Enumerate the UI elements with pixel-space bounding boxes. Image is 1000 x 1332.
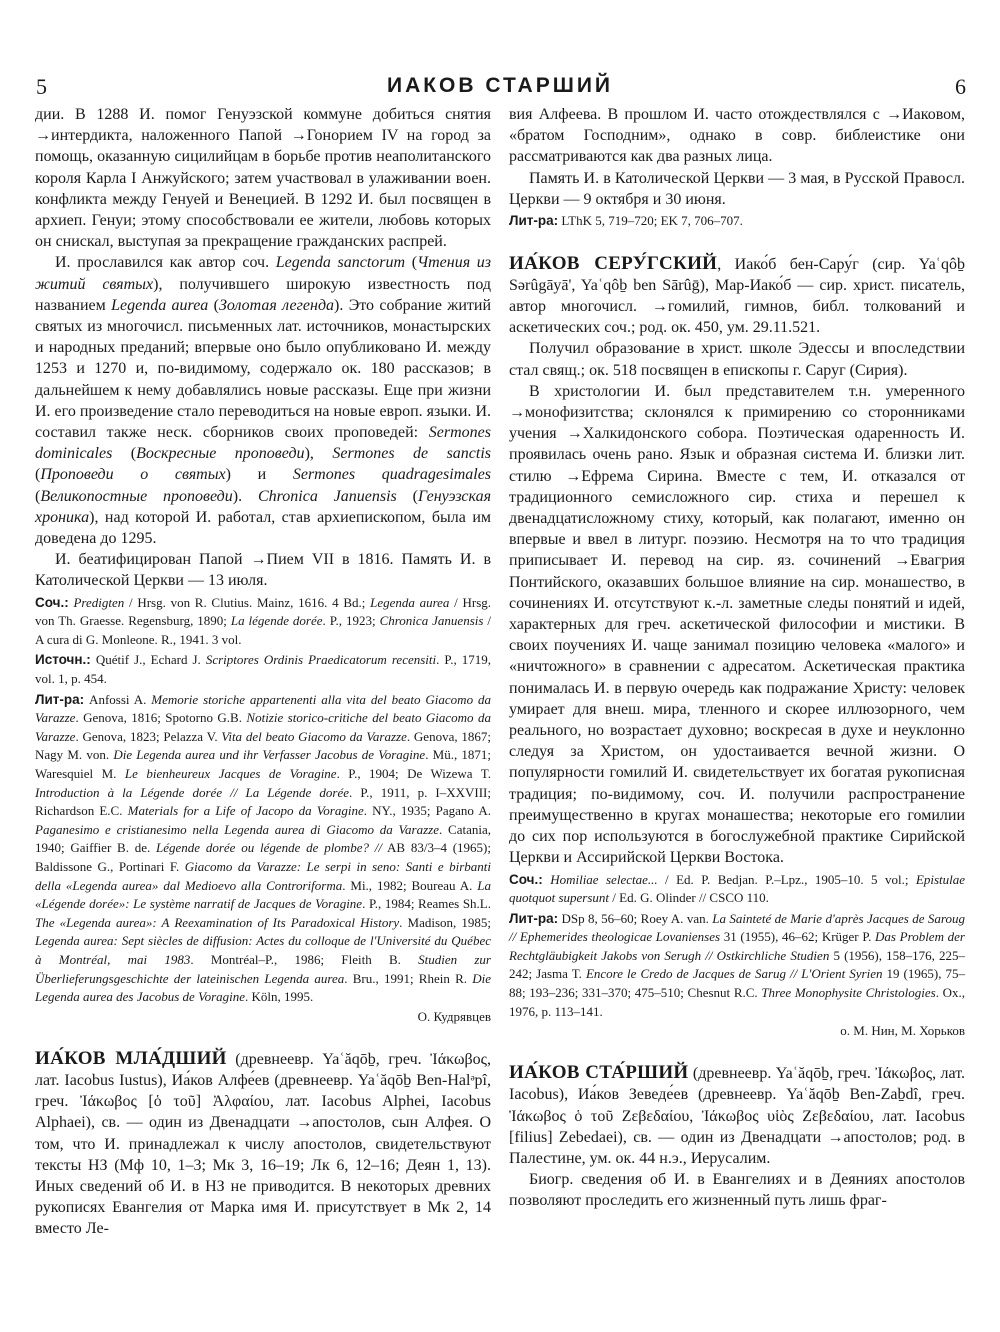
italic-title: La légende dorée — [230, 613, 323, 629]
text-run: Anfossi A. — [84, 691, 152, 707]
text-run: . Bru., 1991; Rhein R. — [344, 970, 473, 986]
entry-headword: ИА́КОВ СТА́РШИЙ — [509, 1062, 689, 1084]
text-run: (древнеевр. Yaʿăqōḇ, греч. Ἰάκωβος, лат. Iacobus Iustus), Иа́ков Алфе́ев (древнеевр. Yaʿăqōḇ Ben-Halᵊpî, греч. Ἰάκωβος [ὁ τοῦ] Ἀλφαίου, лат. Iacobus Alphei, Iacobus Alphaei), св. — один из Двенадцати →апостолов, сын Алфея. О том, что И. принадлежал к числу апостолов, свидетельствуют тексты НЗ (Мф 10, 1–3; Мк 3, 16–19; Лк 6, 12–16; Деян 1, 13). Иных сведений об И. в НЗ не приводится. В некоторых древних рукописях Евангелия от Марка имя И. присутствует в Мк 2, 14 вместо Ле- — [35, 1050, 492, 1238]
encyclopedia-entry — [509, 1062, 965, 1169]
italic-title: Vita del beato Giacomo da Varazze — [221, 728, 407, 744]
italic-title: Die Legenda aurea des Jacobus de Voragine — [35, 970, 491, 1005]
italic-title: Чтения из житий святых — [35, 254, 492, 293]
entry-headword: ИА́КОВ СЕРУ́ГСКИЙ — [509, 252, 718, 274]
text-run: . Catania, 1940; Gaiffier B. de. — [35, 821, 491, 856]
italic-title: Homiliae selectae... — [550, 871, 658, 887]
italic-title: Encore le Credo de Jacques de Sarug // L'Orient Syrien — [585, 966, 883, 982]
italic-title: Die Legenda aurea und ihr Verfasser Jacobus de Voragine — [113, 747, 426, 763]
italic-title: Introduction à la Légende dorée // La Légende dorée — [35, 784, 350, 800]
text-run: (древнеевр. Yaʿăqōḇ, греч. Ἰάκωβος, лат. Iacobus), Иа́ков Зеведе́ев (древнеевр. Yaʿăqōḇ Ben-Zaḇdî, греч. Ἰάκωβος ὁ τοῦ Ζεβεδαίου, Ἰάκωβος υἱὸς Ζεβεδαίου, лат. Iacobus [filius] Zebedaei), св. — один из Двенадцати →апостолов; род. в Палестине, ум. ок. 44 н.э., Иерусалим. — [509, 1065, 965, 1168]
italic-title: Materials for a Life of Jacopo da Voragine — [127, 803, 364, 819]
right-column — [509, 104, 965, 1212]
text-run: 31 (1955), 46–62; Krüger P. — [720, 929, 876, 945]
text-run: В христологии И. был представителем т.н. умеренного →монофизитства; склонялся к примирению со сторонниками учения →Халкидонского собора. Поэтическая одаренность И. проявилась очень рано. Язык и образная система И. близки лит. стилю →Ефрема Сирина. Вместе с тем, И. отказался от традиционного семисложного сир. стиха и перешел к двенадцатисложному стиху, который, как полагают, именно он впервые и ввел в литург. поэзию. Несмотря на то что традиция приписывает И. перевод на сир. яз. сочинений →Евагрия Понтийского, оказавших большое влияние на сир. монашество, в сочинениях И. отсутствуют к.-л. заметные следы понятий и идей, характерных для греч. аскетической философии и мистики. В своих поучениях И. чаще занимал позицию человека «малого» и «ничтожного» в сравнении с адресатом. Аскетическая практика понималась И. в первую очередь как подражание Христу: человек умирает для внеш. мира, тленного и скорее иллюзорного, чем реального, но возрастает духовно; воскресая в духе и неуклонно следуя за Христом, он удостаивается вечной жизни. О популярности гомилий И. свидетельствует их богатая рукописная традиция; по-видимому, соч. И. получили распространение преимущественно в кругах монашества; некоторые его гомилии до сих пор используются в богослужебной практике Сирийской Церкви и Ассирийской Церкви Востока. — [509, 382, 965, 867]
italic-title: Legenda aurea — [370, 594, 450, 610]
bibliography-entry — [35, 594, 491, 650]
text-run: DSp 8, 56–60; Roey A. van. — [558, 910, 713, 926]
italic-title: Воскресные проповеди — [136, 445, 305, 463]
italic-title: La Sainteté de Marie d'après Jacques de Saroug // Ephemerides theologicae Lovanienses — [509, 910, 965, 945]
paragraph — [509, 168, 965, 210]
italic-title: Predigten — [73, 594, 125, 610]
encyclopedia-entry — [509, 253, 965, 339]
text-run: ), — [304, 445, 333, 463]
text-run: Память И. в Католической Церкви — 3 мая, в Русской Правосл. Церкви — 9 октября и 30 июня. — [509, 169, 965, 208]
text-run: О. Кудрявцев — [417, 1008, 491, 1024]
italic-title: Legenda aurea: Sept siècles de diffusion: Actes du colloque de l'Université du Québec à Montréal, mai 1983 — [35, 933, 491, 967]
section-label: Лит-ра: — [35, 691, 85, 707]
section-label: Лит-ра: — [509, 213, 559, 229]
text-run: . NY., 1935; Pagano A. — [363, 803, 492, 819]
italic-title: Notizie storico-critiche del beato Giacomo da Varazze — [35, 710, 491, 744]
paragraph — [35, 252, 491, 549]
text-run: ( — [396, 487, 418, 505]
text-run: вия Алфеева. В прошлом И. часто отождествлялся с →Иаковом, «братом Господним», однако в совр. библеистике они рассматриваются как два разных лица. — [509, 106, 965, 166]
italic-title: Epistulae quotquot supersunt — [509, 871, 966, 906]
italic-title: Studien zur Überlieferungsgeschichte der lateinischen Legenda aurea — [35, 951, 491, 986]
text-run: . Mi., 1982; Boureau A. — [342, 877, 478, 893]
italic-title: Золотая легенда — [218, 296, 335, 314]
encyclopedia-entry — [35, 1048, 491, 1240]
page-number-left: 5 — [36, 74, 47, 99]
paragraph — [35, 549, 491, 591]
entry-headword: ИА́КОВ МЛА́ДШИЙ — [35, 1047, 227, 1069]
italic-title: Le bienheureux Jacques de Voragine — [124, 766, 337, 782]
author-signature — [509, 1022, 965, 1040]
text-run: Получил образование в христ. школе Эдессы и впоследствии стал свящ.; ок. 518 посвящен в епископы г. Саруг (Сирия). — [509, 340, 965, 379]
text-run: . Genova, 1816; Spotorno G.B. — [75, 710, 247, 726]
text-run: ( — [112, 445, 137, 463]
section-label: Соч.: — [35, 594, 69, 610]
bibliography-entry — [509, 910, 965, 1022]
italic-title: Проповеди о святых — [40, 466, 226, 484]
italic-title: Scriptores Ordinis Praedicatorum recensiti — [205, 652, 437, 668]
italic-title: Das Problem der Rechtgläubigkeit Jakobs von Serugh // Ostkirchliche Studien — [509, 929, 965, 963]
section-label: Лит-ра: — [509, 910, 559, 926]
italic-title: Legenda aurea — [111, 296, 209, 314]
text-run: LThK 5, 719–720; EK 7, 706–707. — [558, 213, 743, 229]
italic-title: The «Legenda aurea»: A Reexamination of Its Paradoxical History — [35, 914, 400, 930]
text-run: / Ed. P. Bedjan. P.–Lpz., 1905–10. 5 vol.; — [657, 871, 916, 887]
section-label: Соч.: — [509, 871, 543, 887]
text-run: . P., 1719, vol. 1, p. 454. — [35, 652, 491, 687]
text-run: , Иако́б бен-Сару́г (сир. Yaʿqôḇ Sərûgāyā', Yaʿqôḇ ben Sārûḡ), Мар-Иако́б — сир. христ. писатель, автор многочисл. →гомилий, гимнов, библ. толкований и аскетических соч.; род. ок. 450, ум. 29.11.521. — [509, 255, 965, 337]
page-number-right: 6 — [955, 74, 966, 99]
text-run: о. М. Нин, М. Хорьков — [840, 1023, 965, 1039]
italic-title: La «Légende dorée»: Le système narratif de Jacques de Voragine — [35, 877, 491, 912]
text-run: . Genova, 1823; Pelazza V. — [75, 728, 222, 744]
text-run: ( — [35, 466, 41, 484]
text-run: AB 83/3–4 (1965); Baldissone G., Portinari F. — [35, 840, 491, 874]
text-run: / Hrsg. von R. Clutius. Mainz, 1616. 4 Bd.; — [124, 594, 371, 610]
author-signature — [35, 1008, 491, 1026]
italic-title: Sermones dominicales — [35, 424, 491, 463]
text-run: Quétif J., Echard J. — [90, 652, 206, 668]
paragraph-continued — [509, 104, 965, 168]
text-run: / Hrsg. von Th. Graesse. Regensburg, 1890; — [35, 594, 492, 629]
italic-title: Sermones quadragesimales — [292, 466, 492, 484]
text-run: ), получившего широкую известность под названием — [35, 275, 492, 314]
bibliography-entry — [509, 212, 965, 231]
paragraph — [509, 338, 965, 380]
paragraph-continued — [35, 104, 491, 252]
italic-title: Paganesimo e cristianesimo nella Legenda aurea di Giacomo da Varazze — [35, 821, 439, 837]
italic-title: Legenda sanctorum — [275, 254, 406, 272]
text-run: . Montréal–P., 1986; Fleith B. — [190, 951, 419, 967]
text-run: И. беатифицирован Папой →Пием VII в 1816. Память И. в Католической Церкви — 13 июля. — [35, 551, 491, 590]
text-run: / Ed. G. Olinder // CSCO 110. — [609, 890, 769, 906]
italic-title: Memorie storiche appartenenti alla vita del beato Giacomo da Varazze — [35, 691, 491, 726]
text-run: Биогр. сведения об И. в Евангелиях и в Деяниях апостолов позволяют проследить его жизненный путь лишь фраг- — [509, 1171, 965, 1210]
text-run: ), над которой И. работал, став архиепископом, была им доведена до 1295. — [35, 508, 491, 548]
text-run: . P., 1984; Reames Sh.L. — [362, 896, 491, 912]
running-header-title: ИАКОВ СТАРШИЙ — [386, 74, 614, 97]
paragraph — [509, 381, 965, 869]
text-run: . P., 1904; De Wizewa T. — [336, 766, 491, 782]
text-run: 19 (1965), 75–88; 193–236; 331–370; 475–510; Chesnut R.C. — [509, 966, 965, 1001]
text-run: . Ox., 1976, p. 113–141. — [509, 985, 965, 1019]
bibliography-entry — [35, 651, 491, 688]
text-run: ). — [232, 487, 258, 505]
text-run: / A cura di G. Monleone. R., 1941. 3 vol. — [35, 613, 491, 647]
italic-title: Генуэзская хроника — [35, 487, 492, 526]
italic-title: Sermones de sanctis — [332, 445, 492, 463]
italic-title: Великопостные проповеди — [40, 487, 233, 505]
text-run: 5 (1956), 158–176, 225–242; Jasma T. — [509, 947, 965, 982]
left-column — [35, 104, 491, 1240]
text-run: . Madison, 1985; — [399, 914, 491, 930]
text-run: ( — [35, 487, 41, 505]
text-run: . Genova, 1867; Nagy M. von. — [35, 728, 491, 763]
paragraph — [509, 1169, 965, 1211]
bibliography-entry — [35, 691, 491, 1007]
italic-title: Chronica Januensis — [379, 613, 484, 629]
italic-title: Chronica Januensis — [257, 487, 397, 505]
italic-title: Giacomo da Varazze: Le serpi in seno: Santi e birbanti della «Legenda aurea» dal Medioevo alla Controriforma — [35, 858, 492, 893]
text-run: . Mü., 1871; Waresquiel M. — [35, 747, 492, 782]
italic-title: Légende dorée ou légende de plombe? // — [156, 840, 382, 856]
text-run: ) и — [225, 466, 293, 484]
section-label: Источн.: — [35, 652, 91, 668]
text-run: дии. В 1288 И. помог Генуэзской коммуне добиться снятия →интердикта, наложенного Папой →Гонорием IV на город за помощь, оказанную сицилийцам в борьбе против неаполитанского короля Карла I Анжуйского; затем участвовал в улаживании воен. конфликта между Генуей и Венецией. В 1292 И. был посвящен в архиеп. Генуи; этому способствовали ее жители, любовь которых он снискал, выступая за прекращение гражданских распрей. — [35, 106, 491, 251]
text-run: ( — [405, 254, 418, 272]
text-run: ( — [208, 296, 219, 314]
italic-title: Three Monophysite Christologies — [761, 985, 936, 1001]
text-run: И. прославился как автор соч. — [55, 254, 276, 272]
text-run: . Köln, 1995. — [245, 989, 314, 1005]
text-run: ). Это собрание житий святых из многочисл. письменных лат. источников, монастырских и народных преданий; впервые оно было опубликовано И. между 1253 и 1270 и, по-видимому, содержало ок. 180 рассказов; в дальнейшем к нему добавлялись новые рассказы. Еще при жизни И. его произведение стало переводиться на новые европ. языки. И. составил также неск. сборников своих проповедей: — [35, 296, 492, 442]
text-run: . P., 1923; — [322, 613, 380, 629]
text-run: . P., 1911, p. I–XXVIII; Richardson E.C. — [35, 784, 491, 819]
bibliography-entry — [509, 871, 965, 908]
